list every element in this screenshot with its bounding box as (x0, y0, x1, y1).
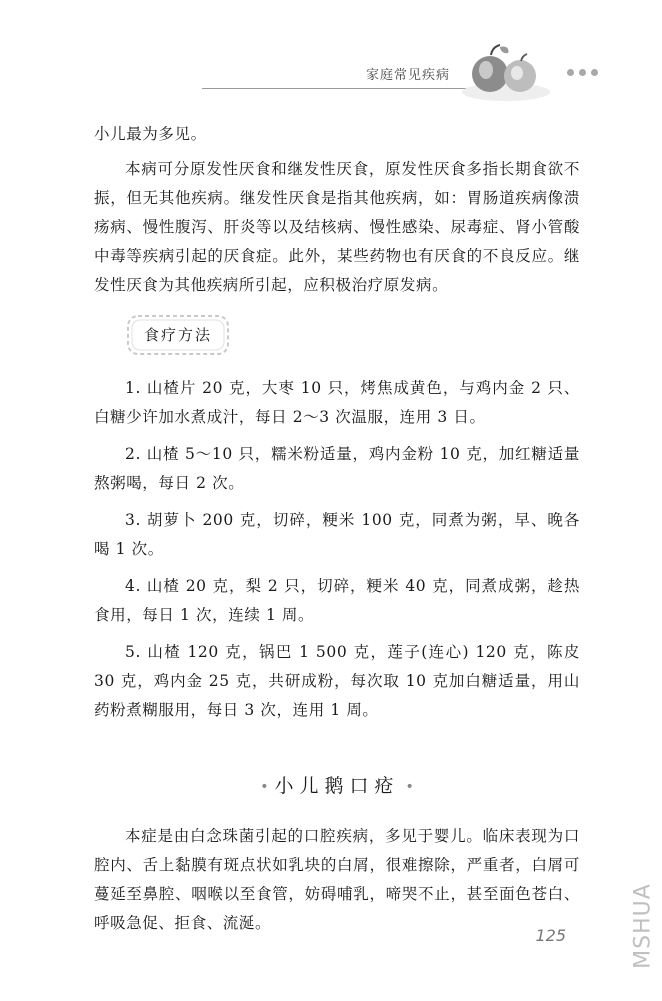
subheading (94, 771, 580, 798)
watermark (628, 861, 658, 991)
section-label (126, 314, 230, 356)
page-header (202, 40, 622, 110)
bullet-icon: • (260, 778, 269, 795)
remedy-item-3: 3. 胡萝卜 200 克，切碎，粳米 100 克，同煮为粥，早、晚各喝 1 次。 (94, 511, 580, 558)
intro-paragraph: 本症是由白念珠菌引起的口腔疾病，多见于婴儿。临床表现为口腔内、舌上黏膜有斑点状如乳块的白屑，很难擦除，严重者，白屑可蔓延至鼻腔、咽喉以至食管，妨碍哺乳，啼哭不止，甚至面色苍白、呼吸急促、拒食、流涎。 (94, 827, 580, 932)
apple-icon (460, 40, 552, 102)
paragraph-1: 小儿最为多见。 (94, 125, 207, 143)
remedy-item-1: 1. 山楂片 20 克，大枣 10 只，烤焦成黄色，与鸡内金 2 只、白糖少许加水煮成汁，每日 2～3 次温服，连用 3 日。 (94, 379, 580, 426)
remedy-item-2: 2. 山楂 5～10 只，糯米粉适量，鸡内金粉 10 克，加红糖适量熬粥喝，每日 2 次。 (94, 445, 580, 492)
dot-icon (591, 69, 598, 76)
paragraph-2: 本病可分原发性厌食和继发性厌食，原发性厌食多指长期食欲不振，但无其他疾病。继发性厌食是指其他疾病，如：胃肠道疾病像溃疡病、慢性腹泻、肝炎等以及结核病、慢性感染、尿毒症、肾小管酸中毒等疾病引起的厌食症。此外，某些药物也有厌食的不良反应。继发性厌食为其他疾病所引起，应积极治疗原发病。 (94, 160, 580, 294)
page-number: 125 (535, 926, 566, 945)
remedy-item-5: 5. 山楂 120 克，锅巴 1 500 克，莲子(连心) 120 克，陈皮 30 克，鸡内金 25 克，共研成粉，每次取 10 克加白糖适量，用山药粉煮糊服用，每日 3 次，连用 1 周。 (94, 643, 580, 719)
header-dots (567, 69, 598, 76)
header-title: 家庭常见疾病 (365, 68, 450, 83)
dot-icon (579, 69, 586, 76)
remedy-item-4: 4. 山楂 20 克，梨 2 只，切碎，粳米 40 克，同煮成粥，趁热食用，每日 1 次，连续 1 周。 (94, 577, 580, 624)
page-content (94, 120, 580, 938)
bullet-icon: • (405, 778, 414, 795)
subheading-text: 小儿鹅口疮 (274, 775, 400, 797)
watermark-text: MSHUA (630, 883, 656, 969)
section-label-text: 食疗方法 (143, 326, 212, 344)
dot-icon (567, 69, 574, 76)
